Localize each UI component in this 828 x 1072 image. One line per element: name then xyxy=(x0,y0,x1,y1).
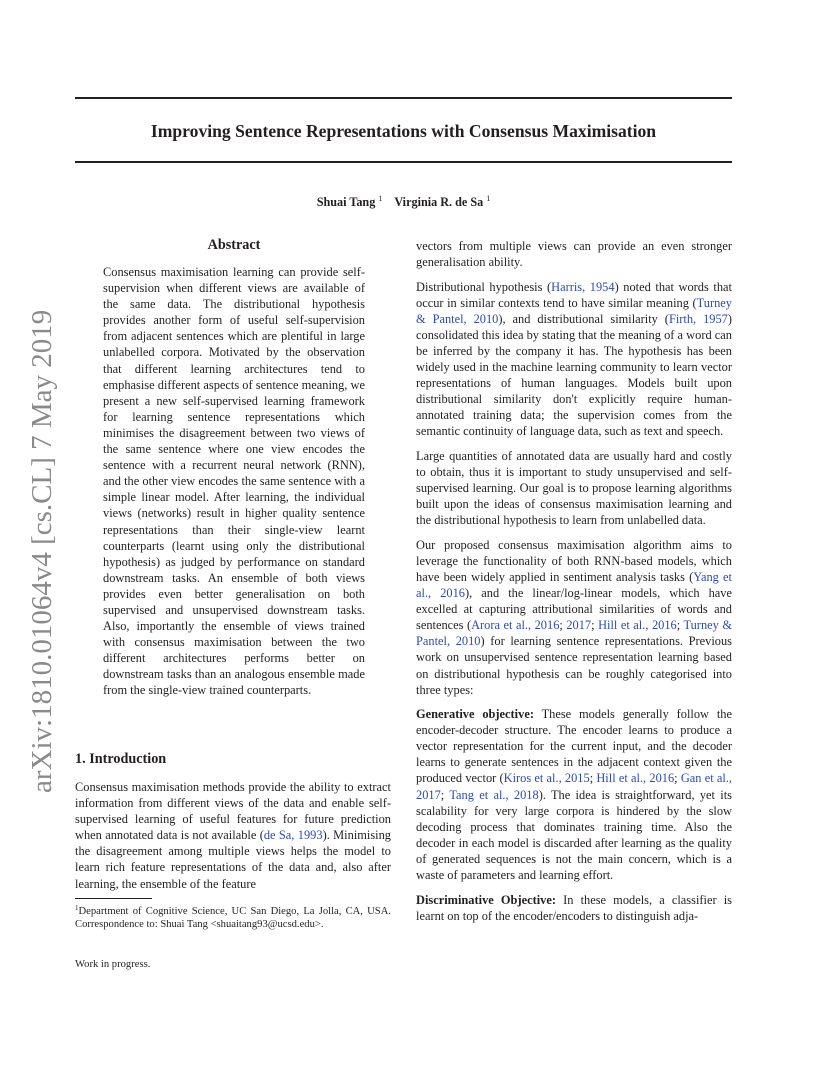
text-run: ; xyxy=(440,787,450,802)
paragraph-heading: Discriminative Objective: xyxy=(416,892,556,907)
citation-link[interactable]: Yang et al., 2016 xyxy=(416,569,732,601)
citation-link[interactable]: Kiros et al., 2015 xyxy=(503,771,590,786)
introduction-text xyxy=(75,779,391,892)
text-run: ; xyxy=(676,618,684,633)
citation-link[interactable]: Turney & Pantel, 2010 xyxy=(416,618,732,649)
citation-link[interactable]: Hill et al., 2016 xyxy=(598,618,677,633)
paragraph xyxy=(416,279,732,440)
author-affiliation-mark: 1 xyxy=(486,194,491,203)
title-rule-bottom xyxy=(75,161,732,163)
paragraph-heading: Generative objective: xyxy=(416,707,534,722)
paragraph xyxy=(416,537,732,698)
text-run: ), and the linear/log-linear models, which have excelled at capturing attributional similarities of words and sentences ( xyxy=(416,586,732,633)
paragraph: vectors from multiple views can provide an even stronger generalisation ability. xyxy=(416,239,732,270)
abstract-paragraph: Consensus maximisation learning can provide self-supervision when different views are available of the same data. The distributional hypothesis provides another form of useful self-supervision from adjacent sentences which are plentiful in large unlabelled corpora. Motivated by the observation that different learning architectures tend to emphasise different aspects of sentence meaning, we present a new self-supervised learning framework for learning sentence representations which minimises the disagreement between two views of the same sentence where one view encodes the sentence with a recurrent neural network (RNN), and the other view encodes the same sentence with a simple linear model. After learning, the individual views (networks) result in higher quality sentence representations than their single-view learnt counterparts (learnt using only the distributional hypothesis) as judged by performance on standard downstream tasks. An ensemble of both views provides even better generalisation on both supervised and unsupervised downstream tasks. Also, importantly the ensemble of views trained with consensus maximisation between the two different architectures performs better on downstream tasks than an analogous ensemble made from the single-view trained counterparts. xyxy=(103,265,365,698)
text-run: ) noted that words that occur in similar contexts tend to have similar meaning ( xyxy=(416,279,732,310)
title-rule-top xyxy=(75,97,732,99)
text-run: ; xyxy=(559,618,567,633)
footnote xyxy=(75,902,391,932)
paragraph xyxy=(416,892,732,924)
citation-link[interactable]: Tang et al., 2018 xyxy=(449,787,539,802)
paper-title: Improving Sentence Representations with Consensus Maximisation xyxy=(150,121,657,141)
text-run: These models generally follow the encoder-decoder structure. The encoder learns to produce a vector representation for the current input, and the decoder learns to generate sentences in the adjacent context given the produced vector ( xyxy=(416,707,732,786)
citation-link[interactable]: Turney & Pantel, 2010 xyxy=(416,295,732,326)
abstract-text xyxy=(103,264,365,699)
text-run: ). Minimising the disagreement among multiple views helps the model to learn rich feature representations of the data and, also after learning, the ensemble of the feature xyxy=(75,828,391,891)
citation-link[interactable]: Arora et al., 2016 xyxy=(471,618,560,633)
footnote-mark: 1 xyxy=(75,904,79,912)
citation-link[interactable]: 2017 xyxy=(566,618,592,633)
author-affiliation-mark: 1 xyxy=(378,194,383,203)
text-run: Consensus maximisation methods provide the ability to extract information from different views of the data and enable self-supervised learning of useful features for future prediction when annotated data is not available ( xyxy=(75,780,391,843)
introduction-heading: 1. Introduction xyxy=(75,751,167,767)
text-run: In these models, a classifier is learnt on top of the encoder/encoders to distinguish adja- xyxy=(416,892,732,923)
text-run: ) consolidated this idea by stating that the meaning of a word can be inferred by the company it has. The hypothesis has been widely used in the machine learning community to learn vector representations of human languages. Models built upon distributional similarity don't explicitly require human-annotated training data; the supervision comes from the semantic continuity of language data, such as text and speech. xyxy=(416,311,732,439)
text-run: Our proposed consensus maximisation algorithm aims to leverage the functionality of both RNN-based models, which have been widely applied in sentiment analysis tasks ( xyxy=(416,537,732,584)
citation-link[interactable]: Gan et al., 2017 xyxy=(416,771,732,802)
text-run: ; xyxy=(589,771,597,786)
footnote-text: Department of Cognitive Science, UC San Diego, La Jolla, CA, USA. Correspondence to: Shuai Tang <shuaitang93@ucsd.edu>. xyxy=(75,906,391,931)
right-column xyxy=(416,238,732,932)
author-name: Virginia R. de Sa xyxy=(394,195,484,209)
work-in-progress-note: Work in progress. xyxy=(75,959,151,970)
text-run: ; xyxy=(591,618,599,633)
citation-link[interactable]: Harris, 1954 xyxy=(551,279,615,294)
paragraph: Large quantities of annotated data are usually hard and costly to obtain, thus it is important to study unsupervised and self-supervised learning. Our goal is to propose learning algorithms built upon the ideas of consensus maximisation learning and the distributional hypothesis to learn from unlabelled data. xyxy=(416,448,732,528)
author-name: Shuai Tang xyxy=(316,195,376,209)
text-run: ), and distributional similarity ( xyxy=(498,311,669,326)
text-run: ) for learning sentence representations. Previous work on unsupervised sentence representation learning based on distributional hypothesis can be roughly categorised into three types: xyxy=(416,634,733,697)
citation-link[interactable]: Firth, 1957 xyxy=(668,311,728,326)
footnote-rule xyxy=(75,898,152,899)
introduction-paragraph xyxy=(75,779,391,892)
abstract-heading: Abstract xyxy=(207,237,261,253)
paragraph xyxy=(416,706,732,883)
arxiv-identifier: arXiv:1810.01064v4 [cs.CL] 7 May 2019 xyxy=(26,309,58,793)
citation-link[interactable]: Hill et al., 2016 xyxy=(596,771,675,786)
citation-link[interactable]: de Sa, 1993 xyxy=(263,828,323,843)
text-run: Distributional hypothesis ( xyxy=(416,279,552,294)
text-run: ). The idea is straightforward, yet its scalability for very large corpora is hindered by the slow decoding process that dominates training time. Also the decoder in each model is discarded after learning as the quality of generated sequences is not the main concern, which is a waste of parameters and learning effort. xyxy=(416,787,733,883)
author-list xyxy=(75,190,732,211)
text-run: ; xyxy=(674,771,681,786)
